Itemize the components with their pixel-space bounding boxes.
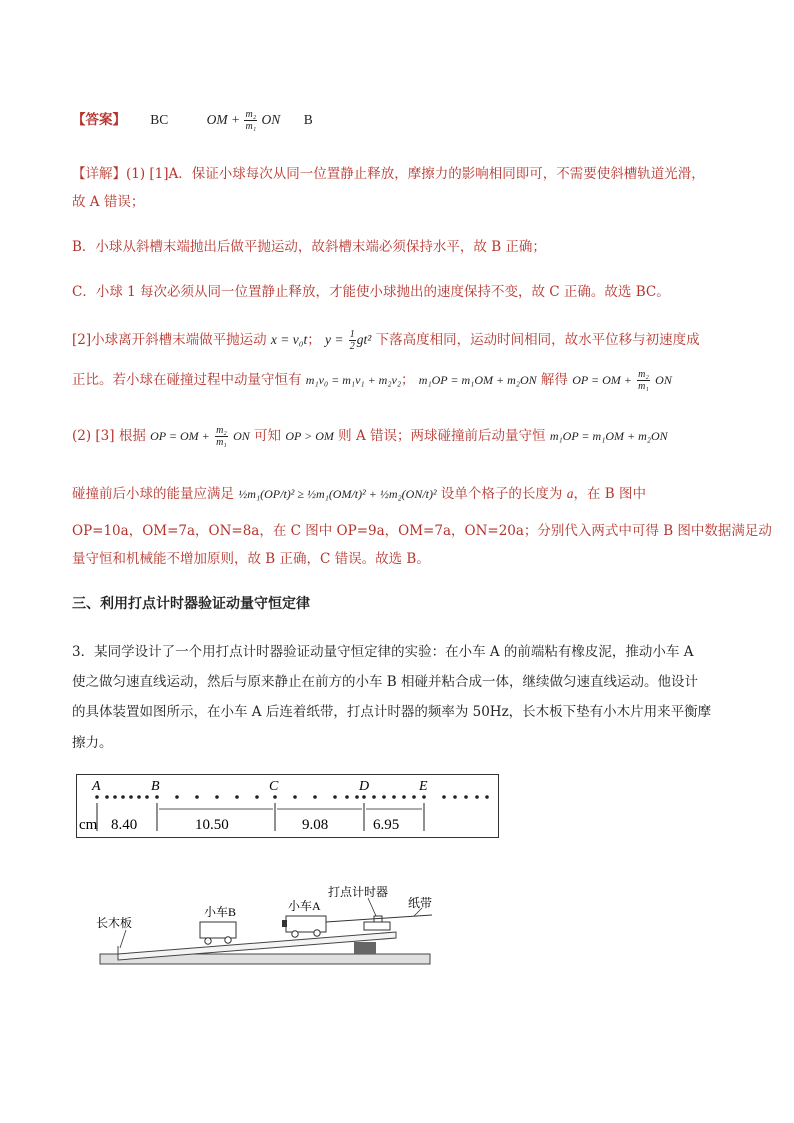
paper-tape-svg [77,775,498,837]
label-cart-a: 小车A [288,899,321,913]
point-label-c: C [269,779,279,794]
cart-b [200,922,236,944]
tape-dot [215,795,219,799]
tape-dot [372,795,376,799]
detail-p7: 碰撞前后小球的能量应满足 ½m₁(OP/t)² ≥ ½m₁(OM/t)² + ½m₂(ON/t)² 设单个格子的长度为 a，在 B 图中 [72,486,646,502]
tape-dot [402,795,406,799]
detail-p8: OP=10a，OM=7a，ON=8a，在 C 图中 OP=9a，OM=7a，ON=20a；分别代入两式中可得 B 图中数据满足动 [72,523,772,539]
answer-blank-2: OM + $\frac{\text{m₂}}{\text{m₁}}$ ON [206,109,281,133]
tape-dot [235,795,239,799]
tape-segment-4: 6.95 [373,817,400,833]
tape-dot [145,795,149,799]
label-cart-b: 小车B [204,905,237,919]
tape-dot [313,795,317,799]
point-label-d: D [359,779,370,794]
tape-dot [392,795,396,799]
tape-dot [175,795,179,799]
tape-dot [129,795,133,799]
tape-segment-1: 8.40 [111,817,138,833]
answer-line [72,108,313,132]
tape-dot [412,795,416,799]
tape-dot [137,795,141,799]
tape-dot [113,795,117,799]
apparatus-figure [96,880,436,970]
tape-dot [121,795,125,799]
detail-p1a: 【详解】(1) [1]A．保证小球每次从同一位置静止释放，摩擦力的影响相同即可，不需要使斜槽轨道光滑， [72,166,705,182]
tape-dot [422,795,426,799]
tape-dot [345,795,349,799]
point-label-a: A [92,779,101,794]
tape-dot [255,795,259,799]
point-label-e: E [419,779,428,794]
tape-dot [442,795,446,799]
tape-dot [105,795,109,799]
detail-p3: C．小球 1 每次必须从同一位置静止释放，才能使小球抛出的速度保持不变，故 C 正确。故选 BC。 [72,284,670,300]
detail-p1b: 故 A 错误； [72,194,145,210]
timer-device [364,922,390,930]
paper-tape-figure [76,774,499,838]
tape-dot [382,795,386,799]
label-timer: 打点计时器 [328,885,389,899]
tape-dot [155,795,159,799]
question-line-3: 的具体装置如图所示，在小车 A 后连着纸带，打点计时器的频率为 50Hz，长木板下垫有小木片用来平衡摩 [72,704,712,720]
label-board: 长木板 [96,916,133,930]
tape-dot [453,795,457,799]
tape-dot [195,795,199,799]
tape-dot [464,795,468,799]
answer-blank-3: B [303,112,313,127]
tape-segment-2: 10.50 [195,817,229,833]
half-fraction: $\frac{1}{2}$ [349,329,355,352]
answer-label: 【答案】 [72,112,126,128]
tape-unit: cm [79,817,98,833]
question-line-2: 使之做匀速直线运动，然后与原来静止在前方的小车 B 相碰并粘合成一体，继续做匀速直线运动。他设计 [72,674,699,690]
detail-p5: 正比。若小球在碰撞过程中动量守恒有 m₁v₀ = m₁v₁ + m₂v₂； m₁OP = m₁OM + m₂ON 解得 OP = OM + $\frac{\text{m₂}}{\text{m₁}}$ ON [72,369,672,392]
tape-dot [362,795,366,799]
detail-p6: (2) [3] 根据 OP = OM + $\frac{\text{m₂}}{\text{m₁}}$ ON 可知 OP > OM 则 A 错误；两球碰撞前后动量守恒 m₁OP = m₁OM + m₂ON [72,425,668,448]
detail-p4: [2]小球离开斜槽末端做平抛运动 x = v₀t； y = $\frac{1}{2}$ gt² 下落高度相同，运动时间相同，故水平位移与初速度成 [72,329,700,352]
wedge-block [354,942,376,954]
section-heading: 三、利用打点计时器验证动量守恒定律 [72,596,310,612]
tape-dot [273,795,277,799]
tape-dot [333,795,337,799]
detail-p9: 量守恒和机械能不增加原则，故 B 正确，C 错误。故选 B。 [72,551,430,567]
question-line-1: 3．某同学设计了一个用打点计时器验证动量守恒定律的实验：在小车 A 的前端粘有橡皮泥，推动小车 A [72,644,694,660]
answer-blank-1: BC [150,112,169,127]
tape-dot [95,795,99,799]
tape-dot [485,795,489,799]
point-label-b: B [151,779,160,794]
detail-p2: B．小球从斜槽末端抛出后做平抛运动，故斜槽末端必须保持水平，故 B 正确； [72,239,546,255]
tape-dot [355,795,359,799]
question-line-4: 擦力。 [72,735,113,751]
tape-dot [293,795,297,799]
answer-fraction: $\frac{\text{m₂}}{\text{m₁}}$ [245,109,257,133]
tape-segment-3: 9.08 [302,817,329,833]
label-tape: 纸带 [408,896,433,910]
tape-dot [475,795,479,799]
cart-a [282,916,326,937]
